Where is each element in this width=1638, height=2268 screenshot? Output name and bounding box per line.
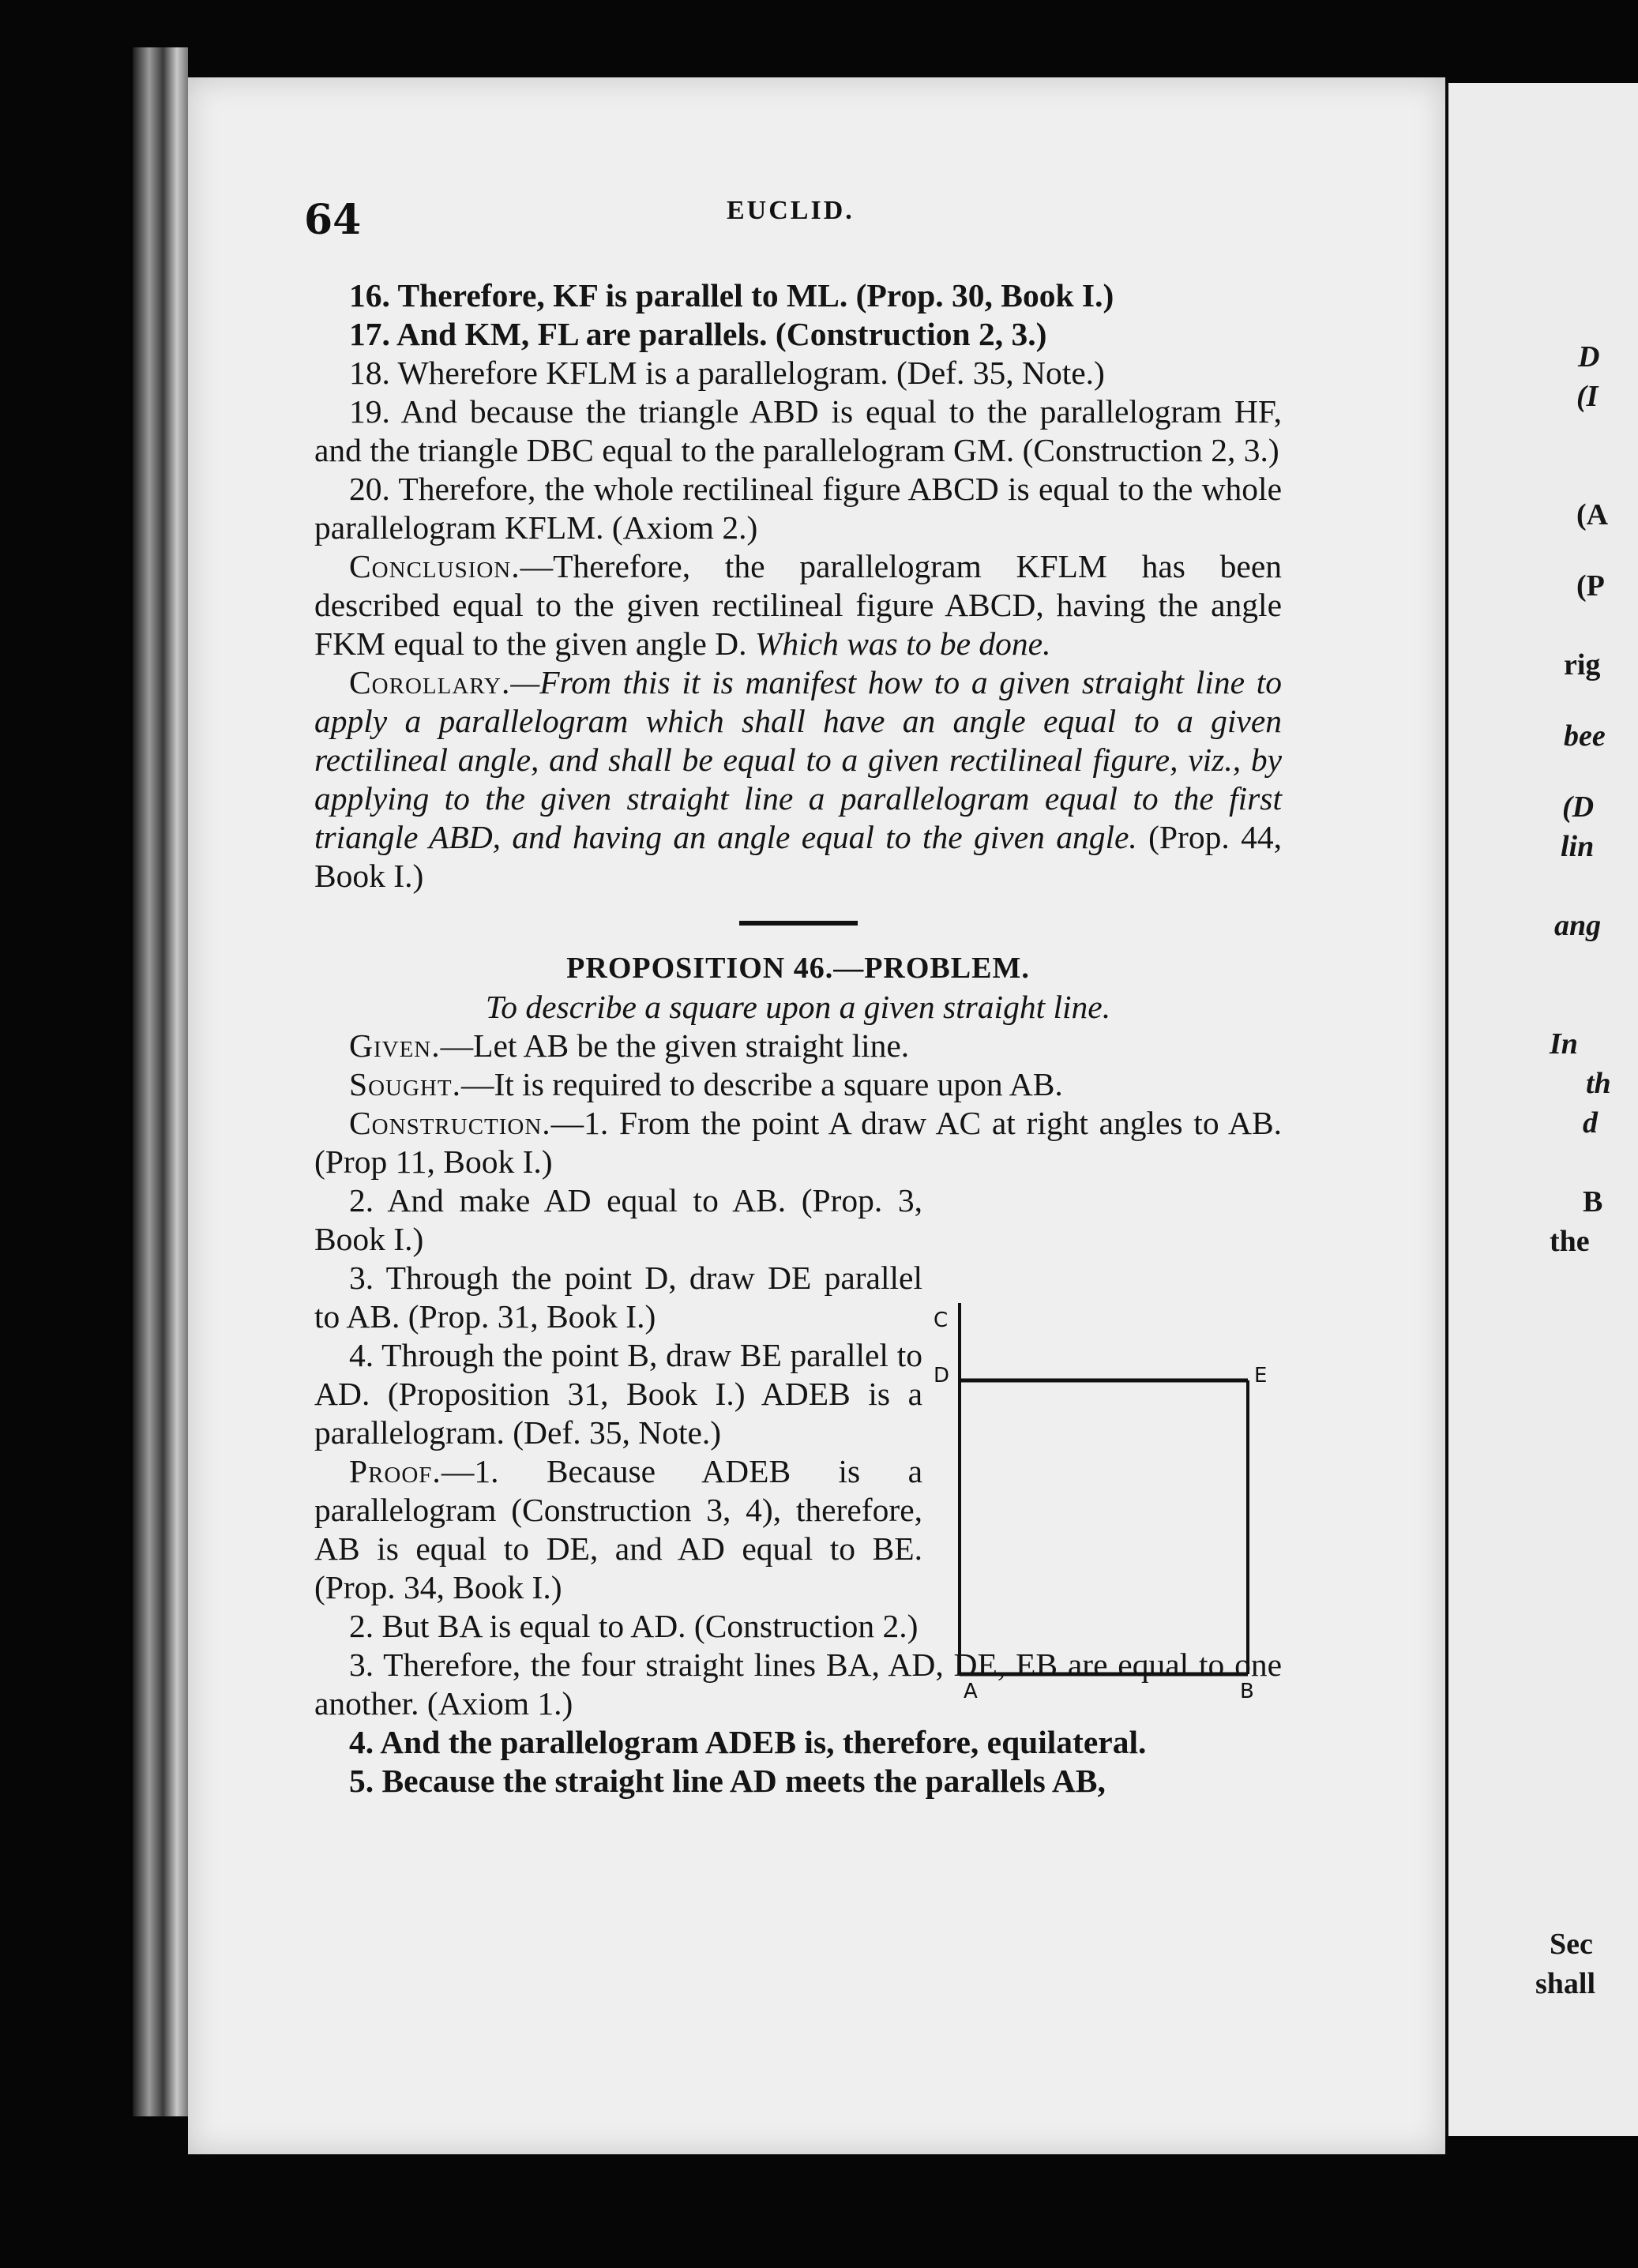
construction-step-3: 3. Through the point D, draw DE parallel to AB. (Prop. 31, Book I.) bbox=[314, 1260, 922, 1335]
facing-page-fragment: Sec bbox=[1550, 1928, 1593, 1961]
proof-step-4: 4. And the parallelogram ADEB is, therefore, equilateral. bbox=[349, 1724, 1147, 1760]
proposition-title: PROPOSITION 46.—PROBLEM. bbox=[566, 952, 1030, 985]
proposition-subtitle: To describe a square upon a given straight line. bbox=[485, 989, 1111, 1025]
step-16: 16. Therefore, KF is parallel to ML. (Prop. 30, Book I.) bbox=[349, 277, 1114, 314]
given-label: Given. bbox=[349, 1027, 441, 1064]
facing-page bbox=[1431, 83, 1638, 2136]
given bbox=[314, 1027, 1282, 1065]
facing-page-fragment: D bbox=[1578, 340, 1600, 374]
conclusion bbox=[314, 547, 1282, 663]
step-20: 20. Therefore, the whole rectilineal figure ABCD is equal to the whole parallelogram KFLM. (Axiom 2.) bbox=[314, 471, 1282, 546]
step-17: 17. And KM, FL are parallels. (Construction 2, 3.) bbox=[349, 316, 1047, 352]
facing-page-fragment: (A bbox=[1576, 498, 1609, 531]
construction-step-2: 2. And make AD equal to AB. (Prop. 3, Book I.) bbox=[314, 1182, 922, 1257]
proof-step-2: 2. But BA is equal to AD. (Construction 2.) bbox=[349, 1608, 919, 1644]
corollary-ref: (Prop. 44, Book I.) bbox=[314, 819, 1282, 894]
conclusion-end: Which was to be done. bbox=[754, 625, 1051, 662]
proof bbox=[314, 1452, 922, 1607]
page-number: 64 bbox=[304, 196, 362, 244]
running-title: EUCLID. bbox=[727, 196, 855, 225]
facing-page-fragment: In bbox=[1550, 1027, 1578, 1061]
construction-step-4: 4. Through the point B, draw BE parallel to AD. (Proposition 31, Book I.) ADEB is a parallelogram. (Def. 35, Note.) bbox=[314, 1337, 922, 1451]
step-18: 18. Wherefore KFLM is a parallelogram. (Def. 35, Note.) bbox=[349, 355, 1105, 391]
facing-page-fragment: th bbox=[1586, 1067, 1611, 1100]
section-divider bbox=[739, 921, 858, 926]
label-e: E bbox=[1254, 1364, 1268, 1387]
label-a: A bbox=[964, 1680, 978, 1703]
construction-label: Construction. bbox=[349, 1105, 551, 1141]
conclusion-text: —Therefore, the parallelogram KFLM has been described equal to the given rectilineal figure ABCD, having the angle FKM equal to the given angle D. bbox=[314, 548, 1282, 662]
facing-page-fragment: lin bbox=[1561, 830, 1595, 863]
facing-page-fragment: B bbox=[1583, 1185, 1603, 1218]
facing-page-fragment: rig bbox=[1564, 648, 1601, 682]
proof-step-3: 3. Therefore, the four straight lines BA, AD, DE, EB are equal to one another. (Axiom 1.) bbox=[314, 1647, 1282, 1722]
facing-page-fragment: the bbox=[1550, 1225, 1590, 1258]
proof-step-5: 5. Because the straight line AD meets the parallels AB, bbox=[349, 1763, 1106, 1799]
proof-text: —1. Because ADEB is a parallelogram (Construction 3, 4), therefore, AB is equal to DE, and AD equal to BE. (Prop. 34, Book I.) bbox=[314, 1453, 922, 1605]
corollary bbox=[314, 663, 1282, 896]
square-diagram bbox=[924, 1295, 1287, 1706]
corollary-label: Corollary. bbox=[349, 664, 511, 700]
construction bbox=[314, 1104, 1282, 1181]
facing-page-fragment: ang bbox=[1554, 909, 1602, 942]
corollary-text: —From this it is manifest how to a given straight line to apply a parallelogram which shall have an angle equal to a given rectilineal angle, and shall be equal to a given rectilineal figure, viz., by applying to the given straight line a parallelogram equal to the first triangle ABD, and having an angle equal to the given angle. bbox=[314, 664, 1282, 855]
facing-page-fragment: d bbox=[1583, 1106, 1598, 1140]
conclusion-label: Conclusion. bbox=[349, 548, 520, 584]
facing-page-fragment: (P bbox=[1576, 569, 1605, 603]
book-left-edge bbox=[133, 47, 188, 2116]
step-19: 19. And because the triangle ABD is equal to the parallelogram HF, and the triangle DBC equal to the parallelogram GM. (Construction 2, 3.) bbox=[314, 393, 1282, 468]
given-text: —Let AB be the given straight line. bbox=[440, 1027, 910, 1064]
sought-label: Sought. bbox=[349, 1066, 461, 1102]
facing-page-fragment: (D bbox=[1562, 790, 1595, 824]
label-b: B bbox=[1240, 1680, 1254, 1703]
square-diagram-svg bbox=[924, 1295, 1287, 1706]
sought bbox=[314, 1065, 1282, 1104]
label-c: C bbox=[934, 1309, 949, 1332]
proof-label: Proof. bbox=[349, 1453, 441, 1489]
facing-page-fragment: bee bbox=[1564, 719, 1606, 753]
facing-page-fragment: (I bbox=[1576, 380, 1599, 413]
sought-text: —It is required to describe a square upon AB. bbox=[460, 1066, 1063, 1102]
label-d: D bbox=[934, 1364, 950, 1387]
construction-text: —1. From the point A draw AC at right angles to AB. (Prop 11, Book I.) bbox=[314, 1105, 1282, 1180]
facing-page-fragment: shall bbox=[1535, 1967, 1596, 2000]
